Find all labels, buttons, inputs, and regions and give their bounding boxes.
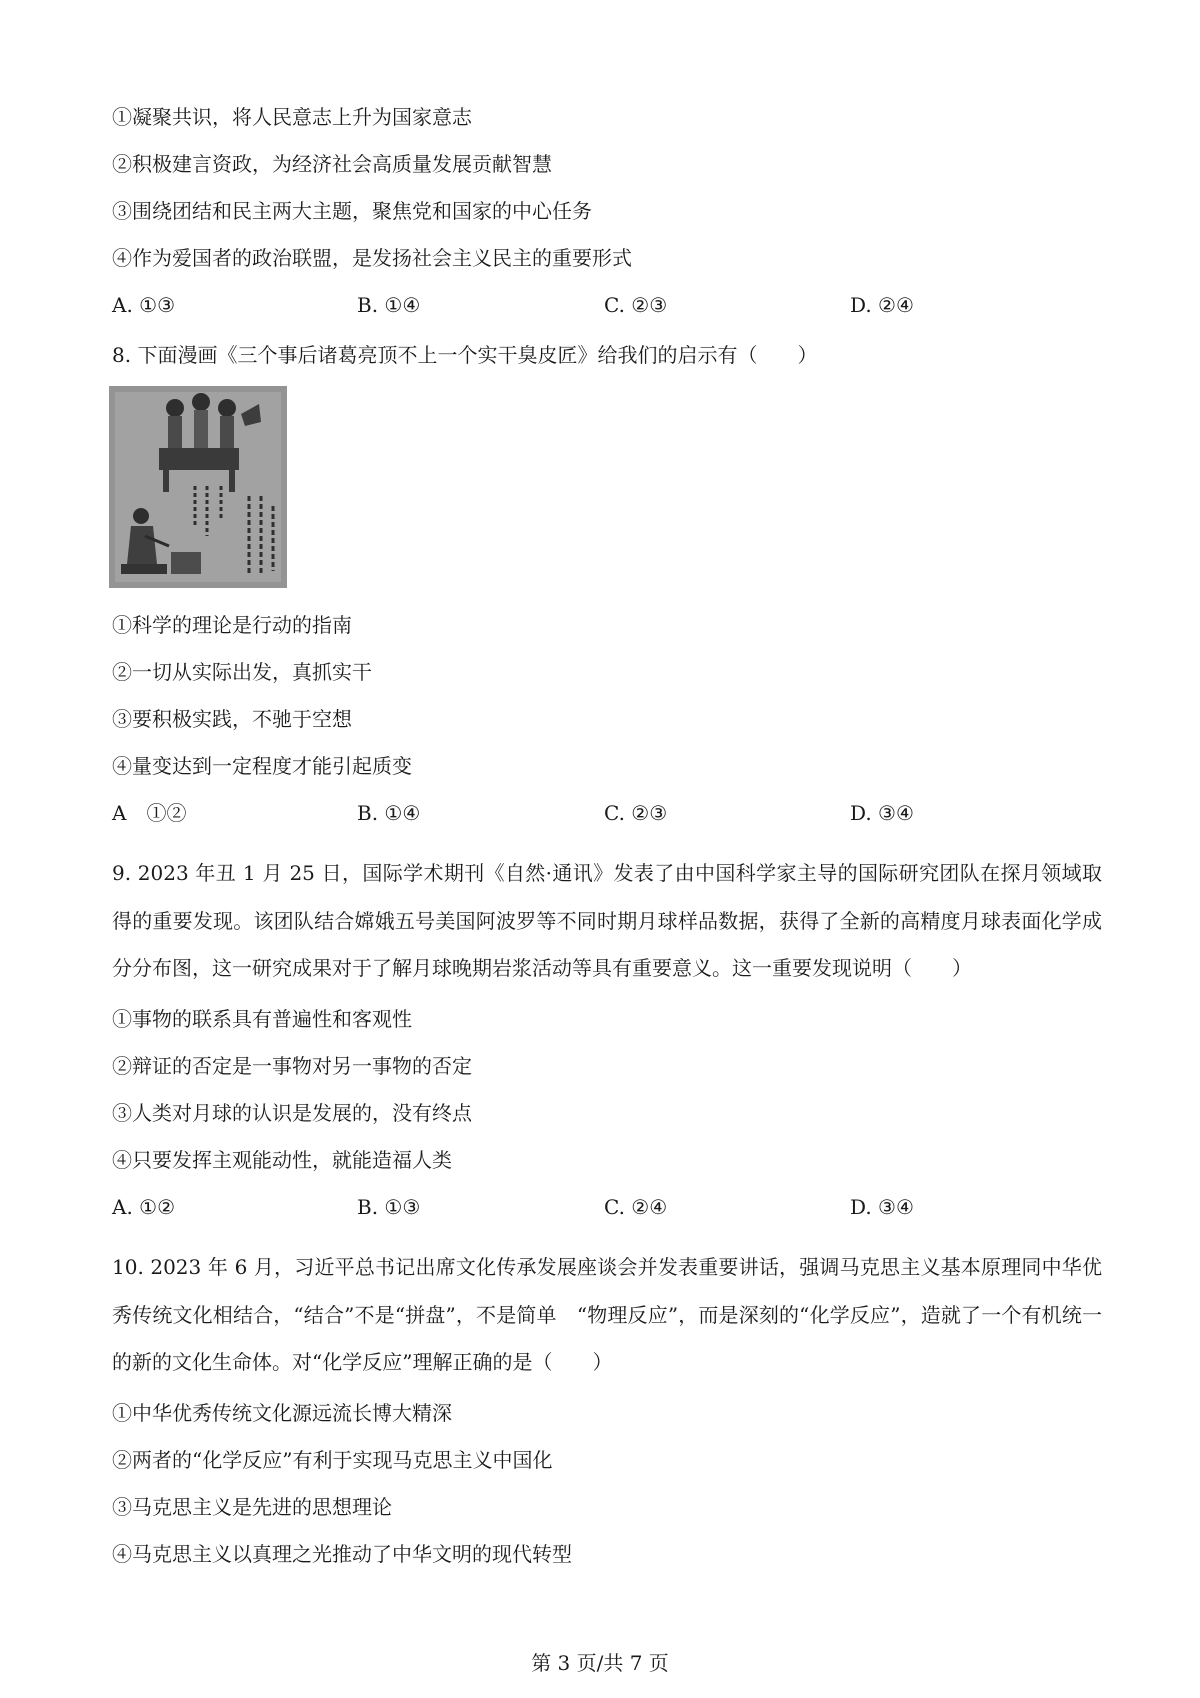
page-footer: 第 3 页/共 7 页 (531, 1651, 669, 1675)
cartoon-image (109, 386, 287, 588)
q7-option-a: A. ①③ (112, 293, 176, 317)
q10-stem: 10. 2023 年 6 月，习近平总书记出席文化传承发展座谈会并发表重要讲话，强调马克思主义基本原理同中华优秀传统文化相结合，“结合”不是“拼盘”，不是简单 “物理反应”，而是深刻的“化学反应”，造就了一个有机统一的新的文化生命体。对“化学反应”理解正确的是（ ） (112, 1255, 1102, 1374)
q7-item-1: ①凝聚共识，将人民意志上升为国家意志 (112, 105, 472, 129)
q7-item-3: ③围绕团结和民主两大主题，聚焦党和国家的中心任务 (112, 199, 592, 223)
q8-options (112, 799, 1112, 827)
q8-item-1: ①科学的理论是行动的指南 (112, 613, 352, 637)
q10-item-2: ②两者的“化学反应”有利于实现马克思主义中国化 (112, 1448, 553, 1472)
q7-option-b: B. ①④ (357, 293, 421, 317)
q9-stem: 9. 2023 年丑 1 月 25 日，国际学术期刊《自然·通讯》发表了由中国科学家主导的国际研究团队在探月领域取得的重要发现。该团队结合嫦娥五号美国阿波罗等不同时期月球样品数据，获得了全新的高精度月球表面化学成分分布图，这一研究成果对于了解月球晚期岩浆活动等具有重要意义。这一重要发现说明（ ） (112, 861, 1102, 980)
q9-item-4: ④只要发挥主观能动性，就能造福人类 (112, 1148, 452, 1172)
q9-options (112, 1193, 1112, 1221)
q10-item-4: ④马克思主义以真理之光推动了中华文明的现代转型 (112, 1542, 572, 1566)
q9-option-b: B. ①③ (357, 1195, 421, 1219)
q9-item-3: ③人类对月球的认识是发展的，没有终点 (112, 1101, 472, 1125)
q8-option-c: C. ②③ (604, 801, 668, 825)
q7-item-2: ②积极建言资政，为经济社会高质量发展贡献智慧 (112, 152, 552, 176)
q8-option-d: D. ③④ (850, 801, 914, 825)
q7-option-d: D. ②④ (850, 293, 914, 317)
q9-option-c: C. ②④ (604, 1195, 668, 1219)
q9-item-1: ①事物的联系具有普遍性和客观性 (112, 1007, 412, 1031)
q9-option-d: D. ③④ (850, 1195, 914, 1219)
q9-option-a: A. ①② (112, 1195, 176, 1219)
q7-item-4: ④作为爱国者的政治联盟，是发扬社会主义民主的重要形式 (112, 246, 632, 270)
q8-item-4: ④量变达到一定程度才能引起质变 (112, 754, 412, 778)
q10-item-1: ①中华优秀传统文化源远流长博大精深 (112, 1401, 452, 1425)
q8-option-b: B. ①④ (357, 801, 421, 825)
q9-item-2: ②辩证的否定是一事物对另一事物的否定 (112, 1054, 472, 1078)
q7-options (112, 291, 1112, 319)
q8-option-a: A ①② (112, 801, 187, 825)
q8-item-3: ③要积极实践，不驰于空想 (112, 707, 352, 731)
q8-item-2: ②一切从实际出发，真抓实干 (112, 660, 372, 684)
q7-option-c: C. ②③ (604, 293, 668, 317)
q8-stem: 8. 下面漫画《三个事后诸葛亮顶不上一个实干臭皮匠》给我们的启示有（ ） (112, 343, 818, 367)
q10-item-3: ③马克思主义是先进的思想理论 (112, 1495, 392, 1519)
